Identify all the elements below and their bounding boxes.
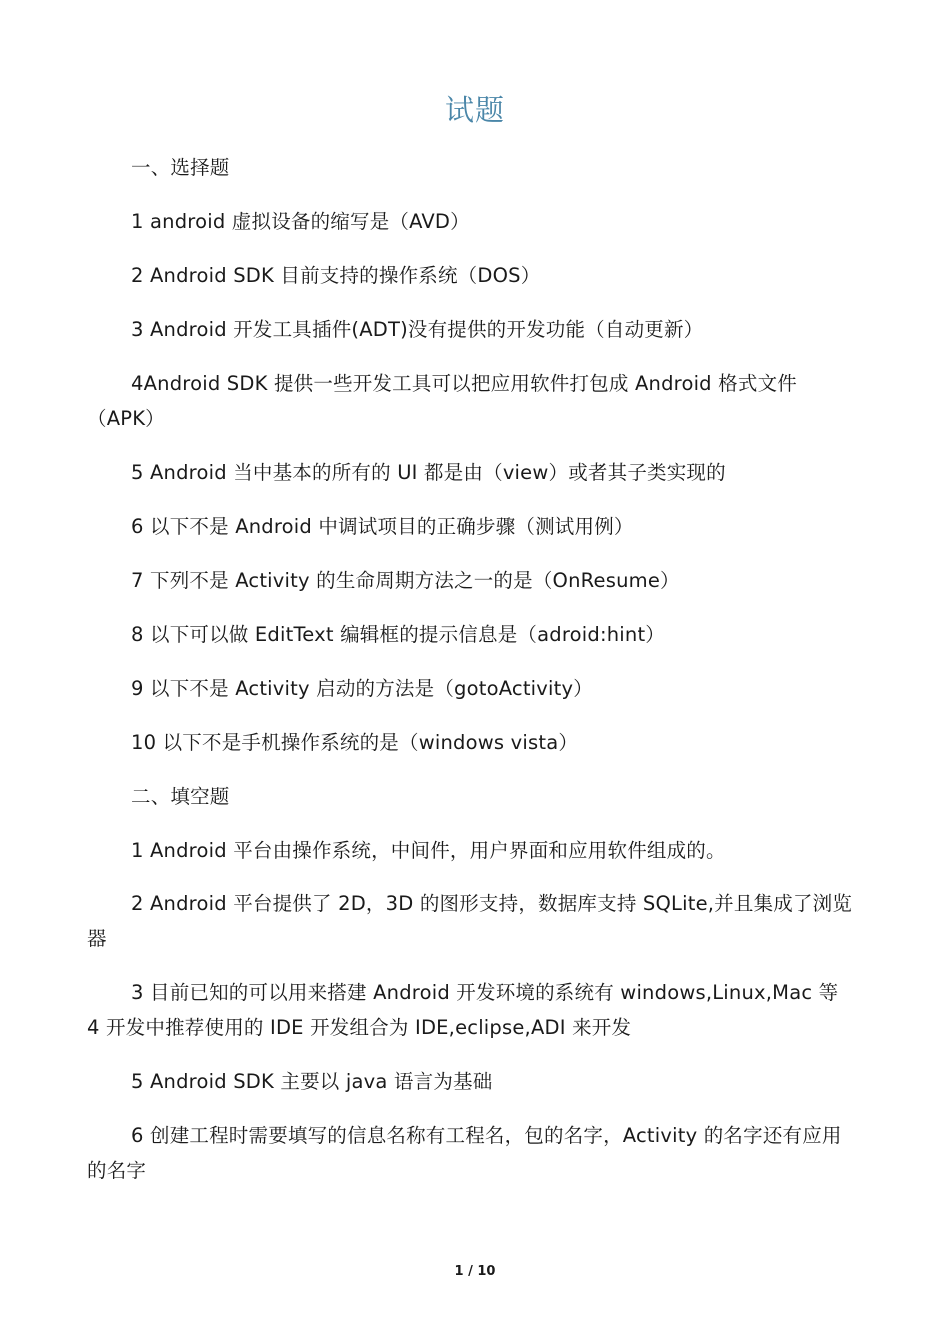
choice-item-7: 7 下列不是 Activity 的生命周期方法之一的是（OnResume） (131, 569, 680, 592)
fill-item-3: 3 目前已知的可以用来搭建 Android 开发环境的系统有 windows,Linux,Mac 等 4 开发中推荐使用的 IDE 开发组合为 IDE,eclipse,ADI 来开发 (87, 981, 839, 1039)
fill-item-1: 1 Android 平台由操作系统，中间件，用户界面和应用软件组成的。 (131, 839, 726, 862)
section-heading-choice: 一、选择题 (131, 156, 230, 179)
choice-item-1: 1 android 虚拟设备的缩写是（AVD） (131, 210, 470, 233)
fill-item-6: 6 创建工程时需要填写的信息名称有工程名，包的名字，Activity 的名字还有应用的名字 (87, 1124, 842, 1182)
choice-item-3: 3 Android 开发工具插件(ADT)没有提供的开发功能（自动更新） (131, 318, 704, 341)
choice-item-4: 4Android SDK 提供一些开发工具可以把应用软件打包成 Android 格式文件（APK） (87, 372, 797, 430)
page-number: 1 / 10 (454, 1264, 496, 1279)
choice-item-2: 2 Android SDK 目前支持的操作系统（DOS） (131, 264, 541, 287)
section-heading-fill: 二、填空题 (131, 785, 230, 808)
choice-item-5: 5 Android 当中基本的所有的 UI 都是由（view）或者其子类实现的 (131, 461, 726, 484)
fill-item-2: 2 Android 平台提供了 2D，3D 的图形支持，数据库支持 SQLite,并且集成了浏览器 (87, 892, 853, 950)
choice-item-8: 8 以下可以做 EditText 编辑框的提示信息是（adroid:hint） (131, 623, 665, 646)
page-title: 试题 (444, 93, 505, 127)
choice-item-9: 9 以下不是 Activity 启动的方法是（gotoActivity） (131, 677, 593, 700)
choice-item-6: 6 以下不是 Android 中调试项目的正确步骤（测试用例） (131, 515, 634, 538)
choice-item-10: 10 以下不是手机操作系统的是（windows vista） (131, 731, 579, 754)
fill-item-5: 5 Android SDK 主要以 java 语言为基础 (131, 1070, 493, 1093)
